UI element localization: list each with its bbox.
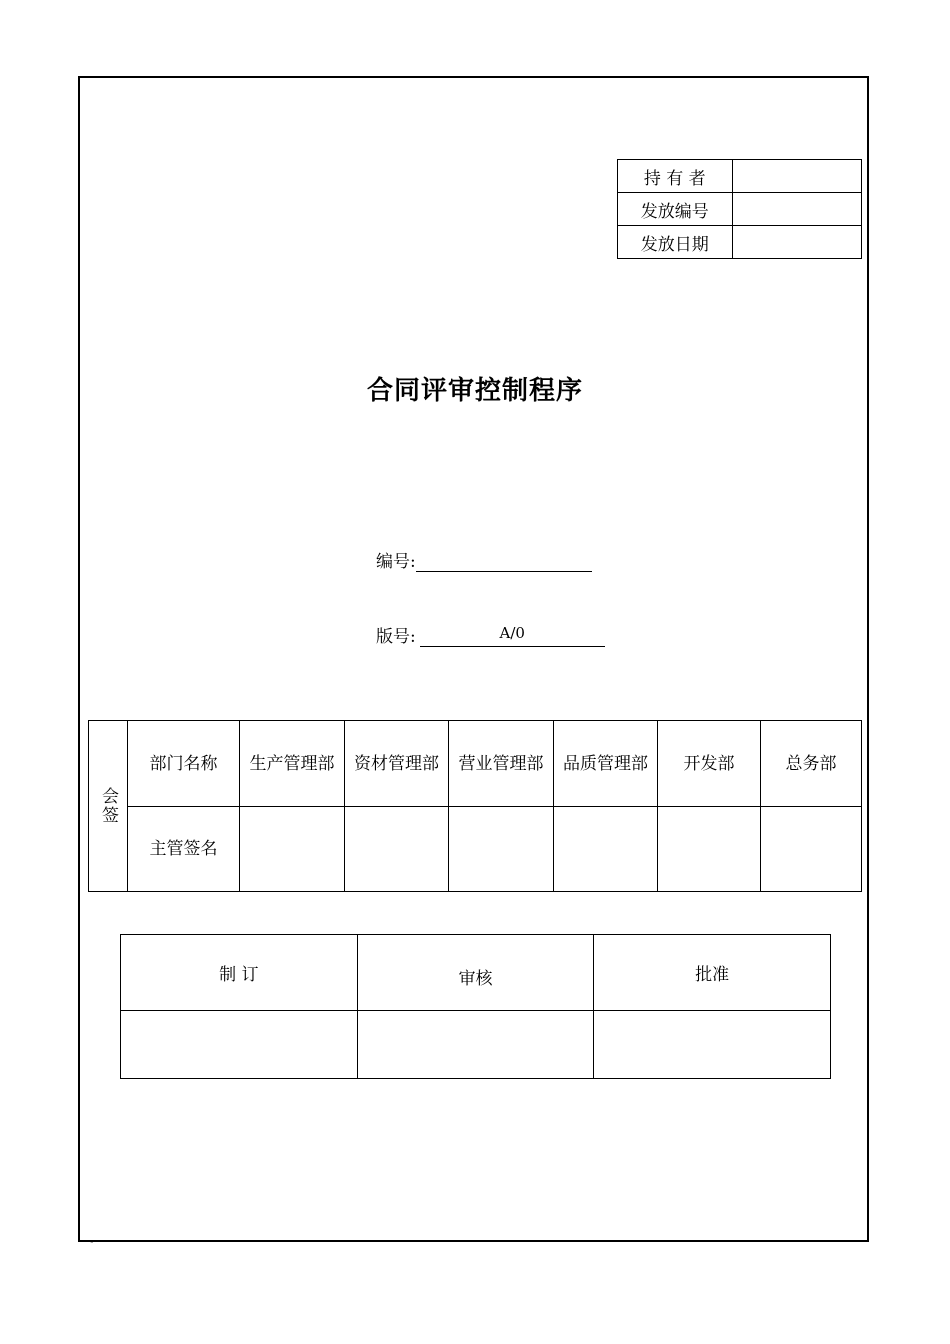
signature-cell-quality[interactable] [554,807,658,892]
signature-cell-development[interactable] [658,807,761,892]
department-name-label: 部门名称 [128,721,240,807]
department-production: 生产管理部 [240,721,345,807]
approve-signature-cell[interactable] [594,1011,831,1079]
signature-cell-materials[interactable] [345,807,449,892]
footer-mark: 。 [90,1234,100,1245]
approval-table [120,934,831,1079]
document-number-label: 编号: [376,552,416,572]
document-number-value[interactable] [416,549,592,572]
department-materials: 资材管理部 [345,721,449,807]
draft-signature-cell[interactable] [121,1011,358,1079]
draft-label: 制 订 [121,935,358,1011]
review-signature-cell[interactable] [357,1011,594,1079]
approve-label: 批准 [594,935,831,1011]
countersign-side-label: 会签 [89,721,128,892]
document-version-value[interactable]: A/0 [420,624,605,647]
issue-date-label: 发放日期 [618,226,733,259]
holder-label: 持 有 者 [618,160,733,193]
document-title: 合同评审控制程序 [366,376,583,406]
holder-value-cell[interactable] [732,160,861,193]
document-version-label: 版号: [376,627,416,647]
holder-info-table [617,159,862,259]
department-development: 开发部 [658,721,761,807]
review-label: 审核 [357,935,594,1011]
department-general-affairs: 总务部 [761,721,862,807]
issue-no-label: 发放编号 [618,193,733,226]
issue-no-value-cell[interactable] [732,193,861,226]
countersign-table [88,720,862,892]
department-quality: 品质管理部 [554,721,658,807]
signature-cell-general-affairs[interactable] [761,807,862,892]
signature-cell-sales[interactable] [449,807,554,892]
document-version-field [376,622,605,647]
signature-cell-production[interactable] [240,807,345,892]
document-number-field [376,547,592,572]
issue-date-value-cell[interactable] [732,226,861,259]
department-sales: 营业管理部 [449,721,554,807]
supervisor-signature-label: 主管签名 [128,807,240,892]
